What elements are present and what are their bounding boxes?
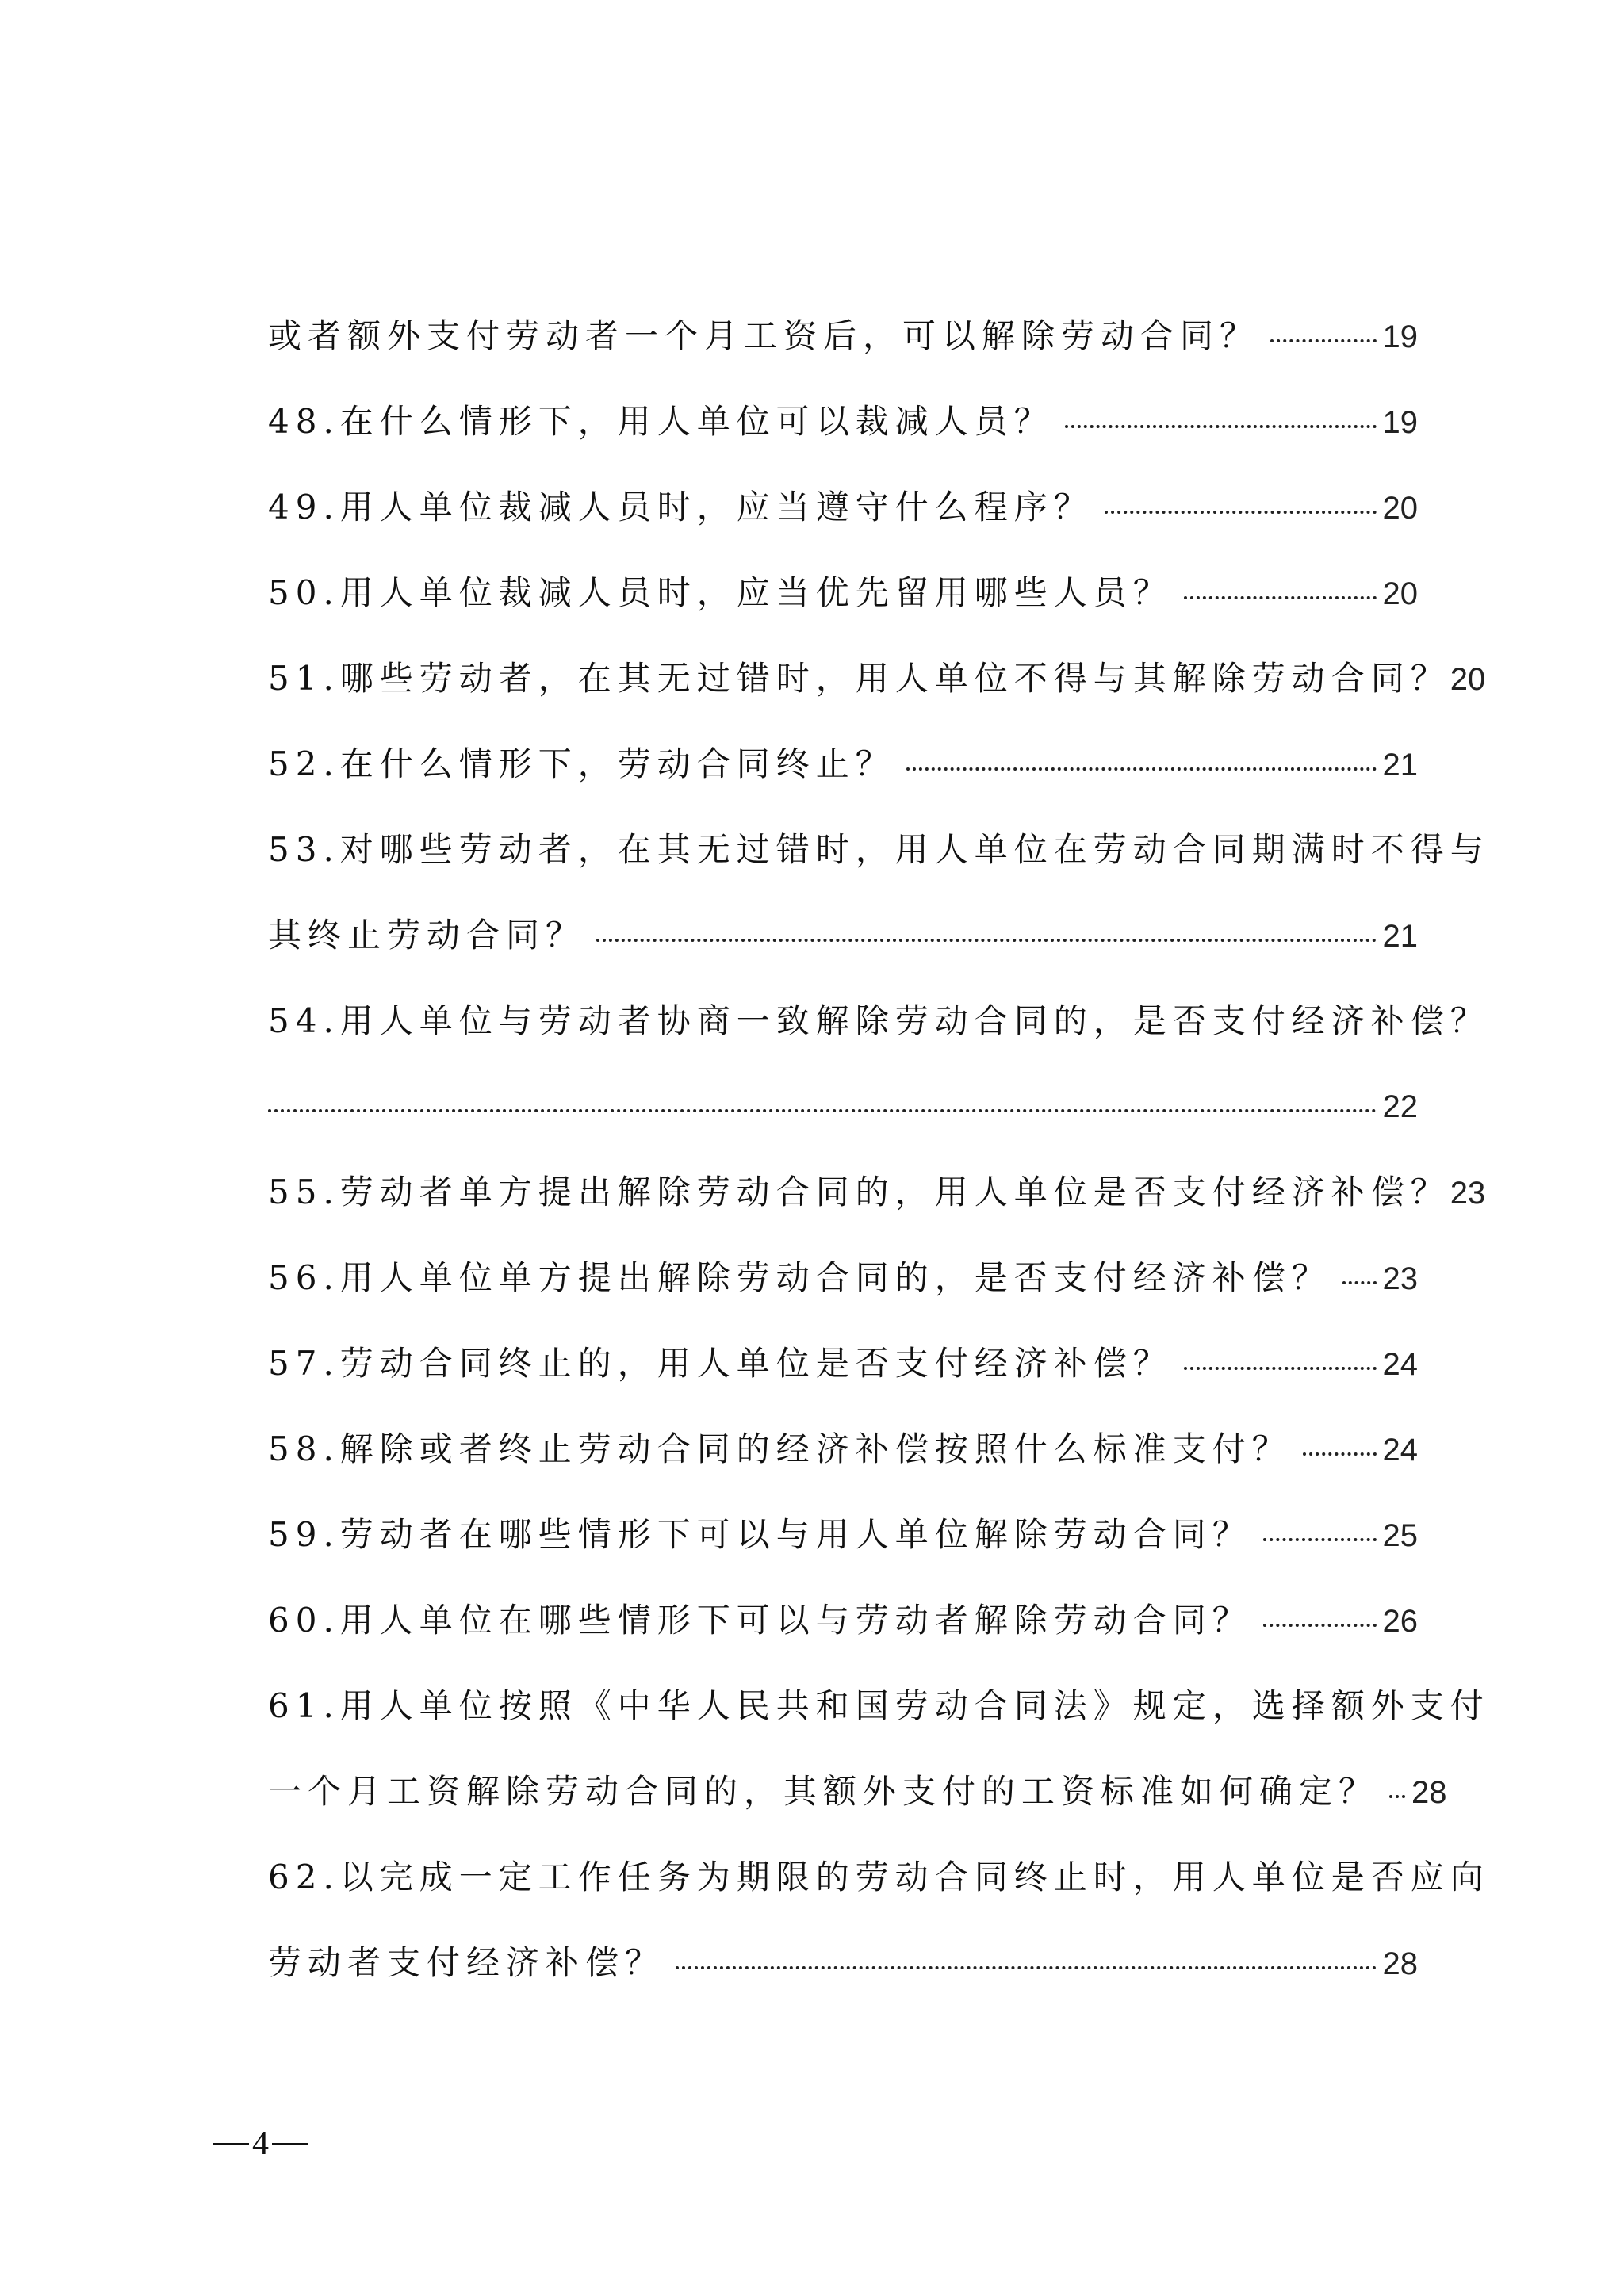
toc-entry-text: 53.对哪些劳动者，在其无过错时，用人单位在劳动合同期满时不得与 bbox=[268, 830, 1490, 869]
toc-entry-text: 或者额外支付劳动者一个月工资后，可以解除劳动合同？ bbox=[268, 316, 1260, 355]
toc-entry-text: 57.劳动合同终止的，用人单位是否支付经济补偿？ bbox=[268, 1344, 1173, 1383]
toc-leader-dots bbox=[1065, 425, 1377, 428]
toc-page-number: 23 bbox=[1382, 1261, 1418, 1296]
toc-leader-dots bbox=[1184, 1367, 1377, 1370]
toc-page-number: 24 bbox=[1382, 1433, 1418, 1468]
footer-dash-right bbox=[272, 2143, 308, 2145]
table-of-contents bbox=[268, 293, 1490, 2006]
toc-entry-text: 50.用人单位裁减人员时，应当优先留用哪些人员？ bbox=[268, 573, 1173, 612]
toc-entry-text: 一个月工资解除劳动合同的，其额外支付的工资标准如何确定？ bbox=[268, 1772, 1379, 1811]
toc-entry-text: 48.在什么情形下，用人单位可以裁减人员？ bbox=[268, 402, 1054, 441]
toc-leader-dots bbox=[1263, 1624, 1377, 1627]
toc-entry[interactable] bbox=[268, 1663, 1490, 1749]
toc-entry[interactable] bbox=[268, 550, 1418, 636]
toc-entry-text: 56.用人单位单方提出解除劳动合同的，是否支付经济补偿？ bbox=[268, 1258, 1331, 1297]
toc-page-number: 20 bbox=[1382, 576, 1418, 611]
toc-leader-dots bbox=[1303, 1452, 1377, 1456]
toc-leader-dots bbox=[268, 1109, 1377, 1112]
toc-entry[interactable] bbox=[268, 1492, 1418, 1578]
toc-entry-continuation[interactable] bbox=[268, 1064, 1418, 1150]
toc-entry-text: 49.用人单位裁减人员时，应当遵守什么程序？ bbox=[268, 488, 1094, 526]
toc-page-number: 21 bbox=[1382, 748, 1418, 783]
toc-page-number: 21 bbox=[1382, 919, 1418, 954]
toc-page-number: 20 bbox=[1382, 491, 1418, 526]
toc-entry[interactable] bbox=[268, 1150, 1486, 1235]
toc-page-number: 26 bbox=[1382, 1604, 1418, 1639]
toc-entry-continuation[interactable] bbox=[268, 1920, 1418, 2006]
toc-entry[interactable] bbox=[268, 465, 1418, 550]
toc-page-number: 22 bbox=[1382, 1089, 1418, 1124]
toc-entry-continuation[interactable] bbox=[268, 1749, 1447, 1835]
toc-page-number: 28 bbox=[1411, 1775, 1447, 1810]
toc-entry-text: 其终止劳动合同？ bbox=[268, 916, 586, 955]
toc-entry-text: 54.用人单位与劳动者协商一致解除劳动合同的，是否支付经济补偿？ bbox=[268, 1001, 1490, 1040]
toc-page-number: 20 bbox=[1450, 662, 1486, 697]
toc-page-number: 24 bbox=[1382, 1347, 1418, 1382]
toc-leader-dots bbox=[1342, 1281, 1377, 1284]
toc-entry-text: 55.劳动者单方提出解除劳动合同的，用人单位是否支付经济补偿？ bbox=[268, 1173, 1450, 1211]
toc-entry-text: 60.用人单位在哪些情形下可以与劳动者解除劳动合同？ bbox=[268, 1601, 1252, 1640]
toc-entry[interactable] bbox=[268, 807, 1490, 893]
page-footer bbox=[213, 2125, 308, 2163]
toc-leader-dots bbox=[1105, 511, 1377, 514]
toc-entry-text: 51.哪些劳动者，在其无过错时，用人单位不得与其解除劳动合同？ bbox=[268, 659, 1450, 698]
toc-entry-text: 52.在什么情形下，劳动合同终止？ bbox=[268, 744, 895, 783]
toc-entry[interactable] bbox=[268, 1835, 1490, 1920]
toc-leader-dots bbox=[906, 767, 1377, 771]
toc-page-number: 25 bbox=[1382, 1518, 1418, 1553]
toc-page-number: 28 bbox=[1382, 1946, 1418, 1981]
toc-entry-text: 劳动者支付经济补偿？ bbox=[268, 1943, 665, 1982]
toc-leader-dots bbox=[676, 1966, 1376, 1969]
toc-entry[interactable] bbox=[268, 1235, 1418, 1321]
toc-entry-text: 59.劳动者在哪些情形下可以与用人单位解除劳动合同？ bbox=[268, 1515, 1252, 1554]
toc-leader-dots bbox=[596, 939, 1376, 942]
toc-leader-dots bbox=[1270, 339, 1376, 342]
footer-page-number: 4 bbox=[252, 2126, 269, 2162]
toc-entry-text: 61.用人单位按照《中华人民共和国劳动合同法》规定，选择额外支付 bbox=[268, 1686, 1490, 1725]
toc-entry[interactable] bbox=[268, 293, 1418, 379]
toc-page-number: 19 bbox=[1382, 320, 1418, 354]
toc-entry[interactable] bbox=[268, 721, 1418, 807]
toc-entry[interactable] bbox=[268, 1578, 1418, 1663]
toc-leader-dots bbox=[1389, 1795, 1405, 1798]
toc-leader-dots bbox=[1184, 596, 1377, 599]
toc-page-number: 19 bbox=[1382, 405, 1418, 440]
toc-entry[interactable] bbox=[268, 978, 1490, 1064]
toc-entry-text: 58.解除或者终止劳动合同的经济补偿按照什么标准支付？ bbox=[268, 1429, 1292, 1468]
toc-entry[interactable] bbox=[268, 1406, 1418, 1492]
toc-leader-dots bbox=[1263, 1538, 1377, 1541]
toc-page-number: 23 bbox=[1450, 1176, 1486, 1211]
footer-dash-left bbox=[213, 2143, 249, 2145]
toc-entry-continuation[interactable] bbox=[268, 893, 1418, 978]
toc-entry-text: 62.以完成一定工作任务为期限的劳动合同终止时，用人单位是否应向 bbox=[268, 1858, 1490, 1896]
toc-entry[interactable] bbox=[268, 379, 1418, 465]
toc-entry[interactable] bbox=[268, 1321, 1418, 1406]
toc-entry[interactable] bbox=[268, 636, 1486, 721]
